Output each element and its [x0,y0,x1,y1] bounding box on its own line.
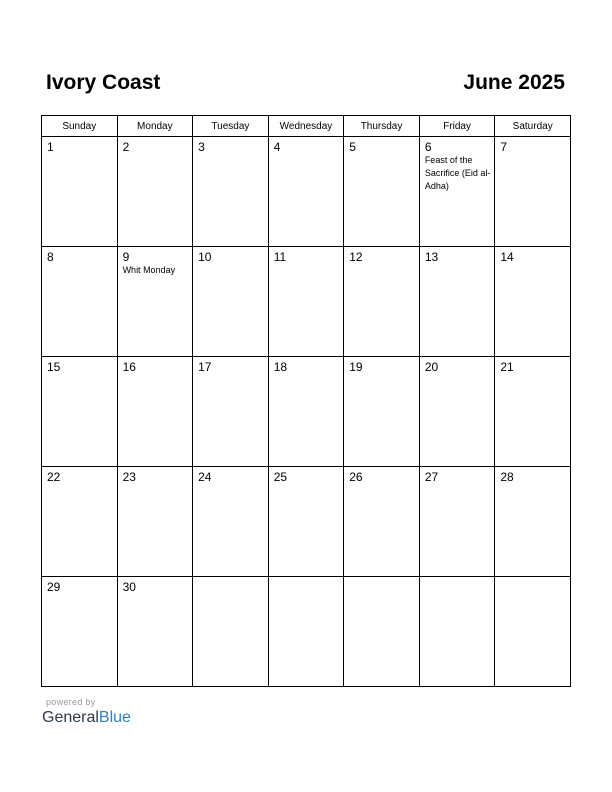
day-number: 25 [273,470,288,484]
day-cell [495,247,571,357]
day-number: 13 [424,250,439,264]
day-number: 17 [198,360,212,374]
day-number: 30 [122,580,136,594]
day-cell [42,577,118,687]
day-cell [193,357,269,467]
day-cell [268,357,344,467]
day-number: 21 [500,360,514,374]
day-number: 1 [47,140,54,154]
week-row [42,137,571,247]
day-cell [419,357,495,467]
day-cell [193,137,269,247]
day-number: 18 [273,360,288,374]
day-cell [268,467,344,577]
day-number: 4 [273,140,281,154]
day-number: 12 [349,250,363,264]
day-number: 26 [349,470,363,484]
weekday-saturday: Saturday [495,116,571,137]
day-number: 24 [198,470,212,484]
day-cell [117,247,193,357]
day-number: 22 [47,470,61,484]
brand-blue-text: Blue [98,709,131,726]
day-number: 20 [424,360,439,374]
day-number: 2 [122,140,130,154]
day-cell [117,577,193,687]
day-number: 9 [122,250,130,264]
day-cell [42,247,118,357]
day-cell [419,577,495,687]
day-number: 23 [122,470,136,484]
day-number: 19 [349,360,363,374]
day-number [420,577,495,580]
day-cell [495,467,571,577]
day-cell [117,357,193,467]
day-number: 29 [47,580,61,594]
holiday-label: Whit Monday [122,265,176,275]
generalblue-logo[interactable] [42,709,131,727]
day-cell [495,357,571,467]
day-cell [42,137,118,247]
day-number: 15 [47,360,61,374]
weekday-wednesday: Wednesday [268,116,344,137]
calendar-country-title: Ivory Coast [46,71,161,94]
day-cell [42,467,118,577]
day-number: 7 [500,140,508,154]
day-number: 14 [500,250,514,264]
day-number: 3 [198,140,205,154]
day-cell [419,467,495,577]
day-cell [268,577,344,687]
day-cell [268,137,344,247]
day-number: 10 [198,250,212,264]
day-cell [193,247,269,357]
week-row [42,467,571,577]
weekday-tuesday: Tuesday [193,116,269,137]
holiday-label: Feast of the Sacrifice (Eid al-Adha) [424,155,491,191]
weekday-header-row [42,116,571,137]
day-number [193,577,268,580]
day-number: 8 [47,250,54,264]
day-number: 16 [122,360,136,374]
weekday-monday: Monday [117,116,193,137]
day-cell [42,357,118,467]
week-row [42,357,571,467]
day-cell [344,577,420,687]
day-number: 5 [349,140,356,154]
weekday-sunday: Sunday [42,116,118,137]
week-row [42,577,571,687]
day-cell [419,137,495,247]
day-number [344,577,419,580]
weekday-thursday: Thursday [344,116,420,137]
day-number: 27 [424,470,439,484]
day-number [269,577,344,580]
week-row [42,247,571,357]
day-cell [419,247,495,357]
day-number: 28 [500,470,514,484]
day-number: 6 [424,140,432,154]
day-cell [117,137,193,247]
powered-by-label: powered by [46,697,96,707]
day-cell [495,577,571,687]
day-cell [344,357,420,467]
day-cell [117,467,193,577]
day-cell [193,577,269,687]
day-cell [268,247,344,357]
day-cell [344,137,420,247]
day-cell [193,467,269,577]
weekday-friday: Friday [419,116,495,137]
day-cell [344,467,420,577]
day-number [495,577,570,580]
calendar-grid [41,115,571,687]
brand-general-text: General [42,709,99,726]
day-cell [344,247,420,357]
day-cell [495,137,571,247]
calendar-month-title: June 2025 [463,71,565,94]
day-number: 11 [273,250,287,264]
